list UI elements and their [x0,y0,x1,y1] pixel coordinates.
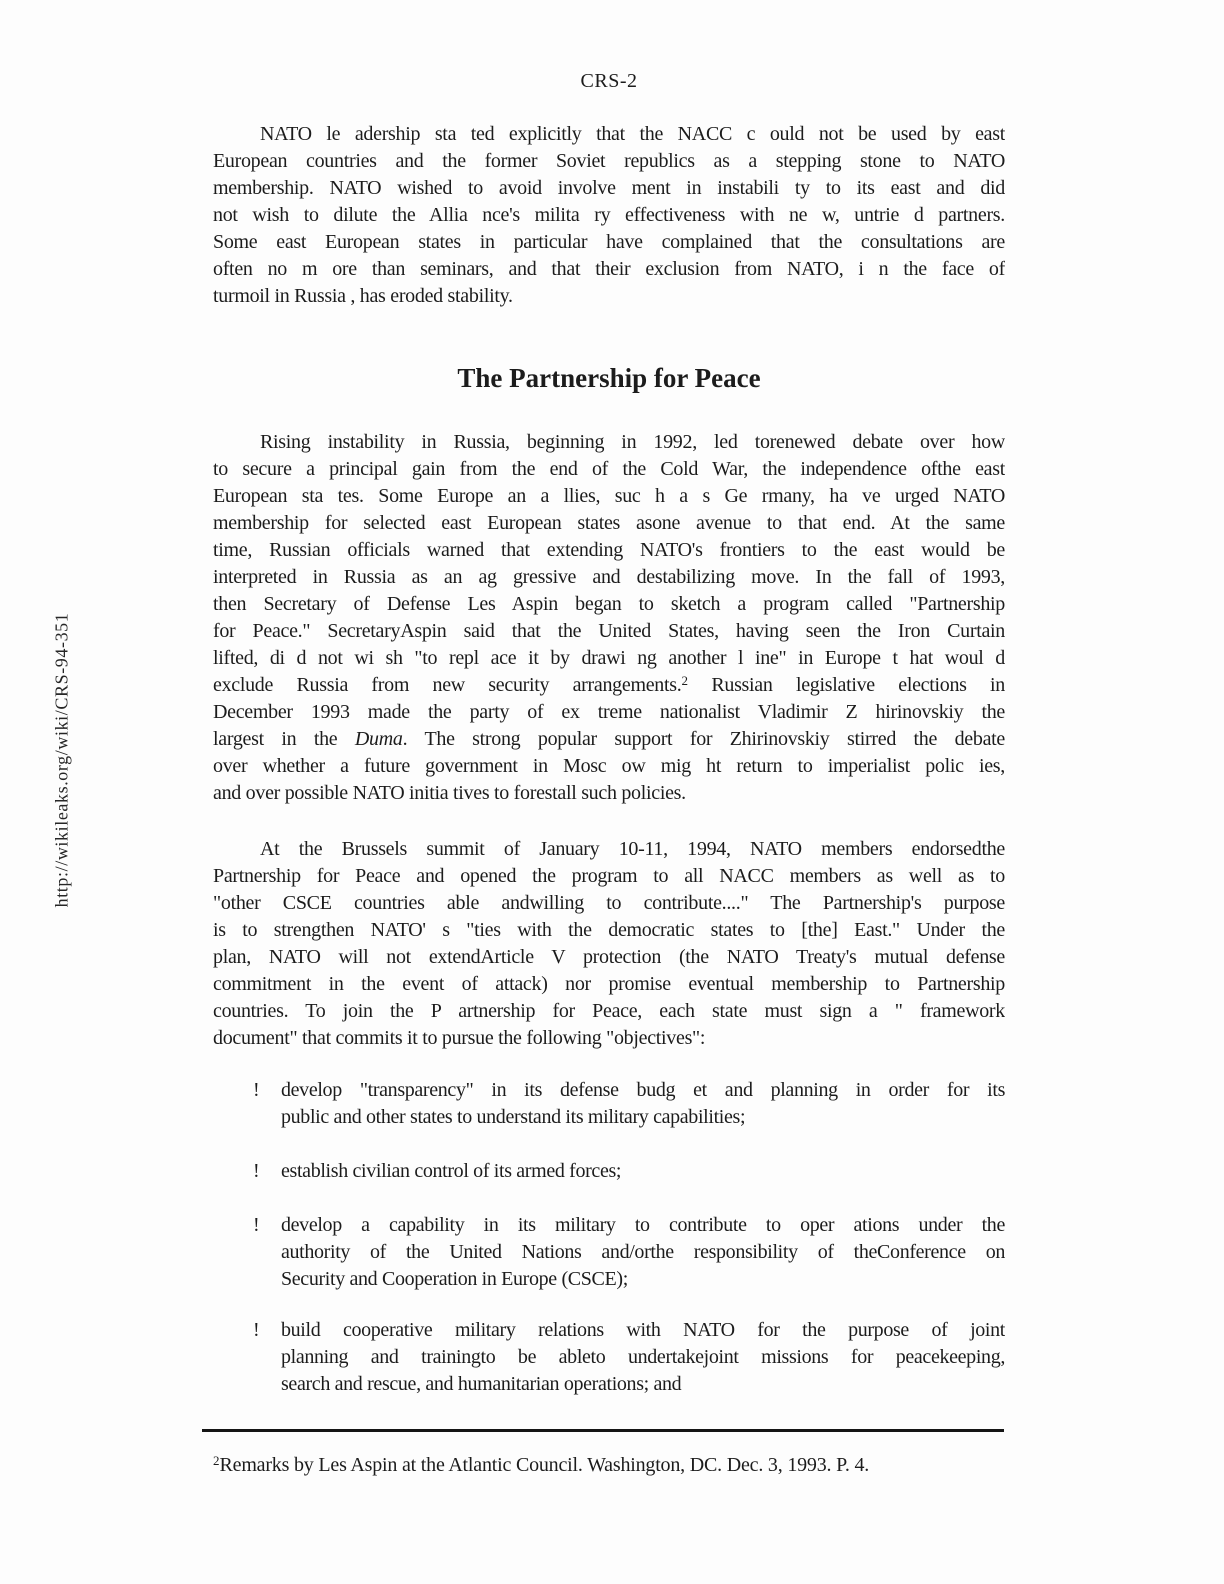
text-line: plan, NATO will not extendArticle V protection (the NATO Treaty's mutual defense [213,946,1005,968]
text-line: Security and Cooperation in Europe (CSCE); [281,1268,628,1290]
bullet-text [281,1077,1005,1131]
bullet-item-un-csce-operations [253,1212,1005,1293]
footnote-aspin-remarks [213,1452,1005,1479]
text-line: planning and trainingto be ableto undertakejoint missions for peacekeeping, [281,1346,1005,1368]
bullet-marker: ! [253,1079,260,1101]
text-line: December 1993 made the party of ex treme nationalist Vladimir Z hirinovskiy the [213,701,1005,723]
page-number-header: CRS-2 [580,70,638,92]
bullet-item-transparency [253,1077,1005,1131]
text-segment: largest in the [213,728,355,750]
bullet-text [281,1158,1005,1185]
text-line: often no m ore than seminars, and that their exclusion from NATO, i n the face of [213,258,1005,280]
text-line: membership. NATO wished to avoid involve ment in instabili ty to its east and did [213,177,1005,199]
wikileaks-watermark-url: http://wikileaks.org/wiki/CRS-94-351 [51,612,72,908]
paragraph-rising-instability [213,429,1005,807]
text-line: European sta tes. Some Europe an a llies, suc h a s Ge rmany, ha ve urged NATO [213,485,1005,507]
text-line: European countries and the former Soviet republics as a stepping stone to NATO [213,150,1005,172]
text-line: NATO le adership sta ted explicitly that the NACC c ould not be used by east [260,123,1005,145]
text-segment: Russian legislative elections in [687,674,1005,696]
text-line: membership for selected east European states asone avenue to that end. At the same [213,512,1005,534]
footnote-number-2: 2 [213,1453,220,1468]
italic-duma: Duma [354,728,403,750]
text-line: develop "transparency" in its defense budg et and planning in order for its [281,1079,1005,1101]
text-line: and over possible NATO initia tives to forestall such policies. [213,782,686,804]
text-line: to secure a principal gain from the end of the Cold War, the independence ofthe east [213,458,1005,480]
bullet-marker: ! [253,1319,260,1341]
text-line: authority of the United Nations and/orthe responsibility of theConference on [281,1241,1005,1263]
text-line: lifted, di d not wi sh "to repl ace it by drawi ng another l ine" in Europe t hat woul d [213,647,1005,669]
text-line: then Secretary of Defense Les Aspin began to sketch a program called "Partnership [213,593,1005,615]
paragraph-nacc [213,121,1005,310]
text-line: countries. To join the P artnership for Peace, each state must sign a " framework [213,1000,1005,1022]
text-line: establish civilian control of its armed forces; [281,1160,622,1182]
text-line: public and other states to understand its military capabilities; [281,1106,746,1128]
footnote-reference-2: 2 [681,673,688,688]
text-line: "other CSCE countries able andwilling to contribute...." The Partnership's purpose [213,892,1005,914]
text-line: develop a capability in its military to contribute to oper ations under the [281,1214,1005,1236]
text-line: commitment in the event of attack) nor promise eventual membership to Partnership [213,973,1005,995]
section-heading-partnership-for-peace: The Partnership for Peace [457,363,761,393]
bullet-item-cooperative-military-relations [253,1317,1005,1398]
footnote-divider-rule [202,1429,1004,1432]
text-segment: exclude Russia from new security arrangements. [213,674,682,696]
text-line: time, Russian officials warned that extending NATO's frontiers to the east would be [213,539,1005,561]
text-line: Some east European states in particular have complained that the consultations are [213,231,1005,253]
bullet-marker: ! [253,1214,260,1236]
text-line: build cooperative military relations with NATO for the purpose of joint [281,1319,1005,1341]
bullet-text [281,1212,1005,1293]
text-line: document" that commits it to pursue the following "objectives": [213,1027,706,1049]
text-line-with-italic [213,726,1005,753]
text-line: At the Brussels summit of January 10-11, 1994, NATO members endorsedthe [260,838,1005,860]
text-line: Rising instability in Russia, beginning in 1992, led torenewed debate over how [260,431,1005,453]
text-line: for Peace." SecretaryAspin said that the United States, having seen the Iron Curtain [213,620,1005,642]
footnote-text: Remarks by Les Aspin at the Atlantic Council. Washington, DC. Dec. 3, 1993. P. 4. [219,1454,870,1476]
text-line: is to strengthen NATO' s "ties with the democratic states to [the] East." Under the [213,919,1005,941]
document-body [213,0,1005,1584]
text-line: not wish to dilute the Allia nce's milita ry effectiveness with ne w, untrie d partners. [213,204,1005,226]
text-line: turmoil in Russia , has eroded stability. [213,285,513,307]
bullet-text [281,1317,1005,1398]
paragraph-brussels-summit [213,836,1005,1052]
text-line: interpreted in Russia as an ag gressive and destabilizing move. In the fall of 1993, [213,566,1005,588]
text-segment: . The strong popular support for Zhirinovskiy stirred the debate [402,728,1005,750]
text-line: search and rescue, and humanitarian operations; and [281,1373,682,1395]
text-line-with-footnote-ref [213,672,1005,699]
bullet-item-civilian-control [253,1158,1005,1185]
text-line: Partnership for Peace and opened the program to all NACC members as well as to [213,865,1005,887]
text-line: over whether a future government in Mosc ow mig ht return to imperialist polic ies, [213,755,1005,777]
bullet-marker: ! [253,1160,260,1182]
